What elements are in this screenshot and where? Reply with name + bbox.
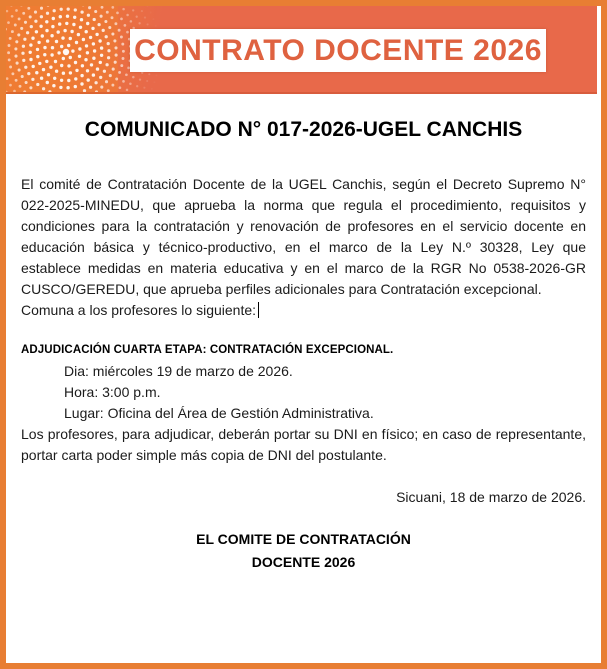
banner-title-box [130,29,546,72]
detail-line-hora: Hora: 3:00 p.m. [64,384,161,400]
signature-block [21,528,586,574]
detail-line-lugar: Lugar: Oficina del Área de Gestión Administrativa. [64,405,374,421]
signature-line-1: EL COMITE DE CONTRATACIÓN [196,531,411,547]
requirements-paragraph: Los profesores, para adjudicar, deberán portar su DNI en físico; en caso de representante, portar carta poder simple más copia de DNI del postulante. [21,426,586,463]
date-line: Sicuani, 18 de marzo de 2026. [396,489,586,505]
header-banner [6,6,597,94]
detail-line-dia: Dia: miércoles 19 de marzo de 2026. [64,363,293,379]
signature-line-2: DOCENTE 2026 [251,554,356,570]
document-body[interactable] [6,94,601,574]
banner-title: CONTRATO DOCENTE 2026 [134,33,542,67]
text-cursor [258,302,259,318]
lead-line [21,300,586,321]
lead-line-text: Comuna a los profesores lo siguiente: [21,302,257,318]
comunicado-title: COMUNICADO N° 017-2026-UGEL CANCHIS [84,118,523,141]
section-heading: ADJUDICACIÓN CUARTA ETAPA: CONTRATACIÓN EXCEPCIONAL. [21,344,394,356]
intro-paragraph: El comité de Contratación Docente de la UGEL Canchis, según el Decreto Supremo N° 022-2025-MINEDU, que aprueba la norma que regula el procedimiento, requisitos y condiciones para la contratación y renovación de profesores en el servicio docente en educación básica y técnico-productivo, en el marco de la Ley N.º 30328, Ley que establece medidas en materia educativa y en el marco de la RGR No 0538-2026-GR CUSCO/GEREDU, que aprueba perfiles adicionales para Contratación excepcional. [21,176,586,297]
